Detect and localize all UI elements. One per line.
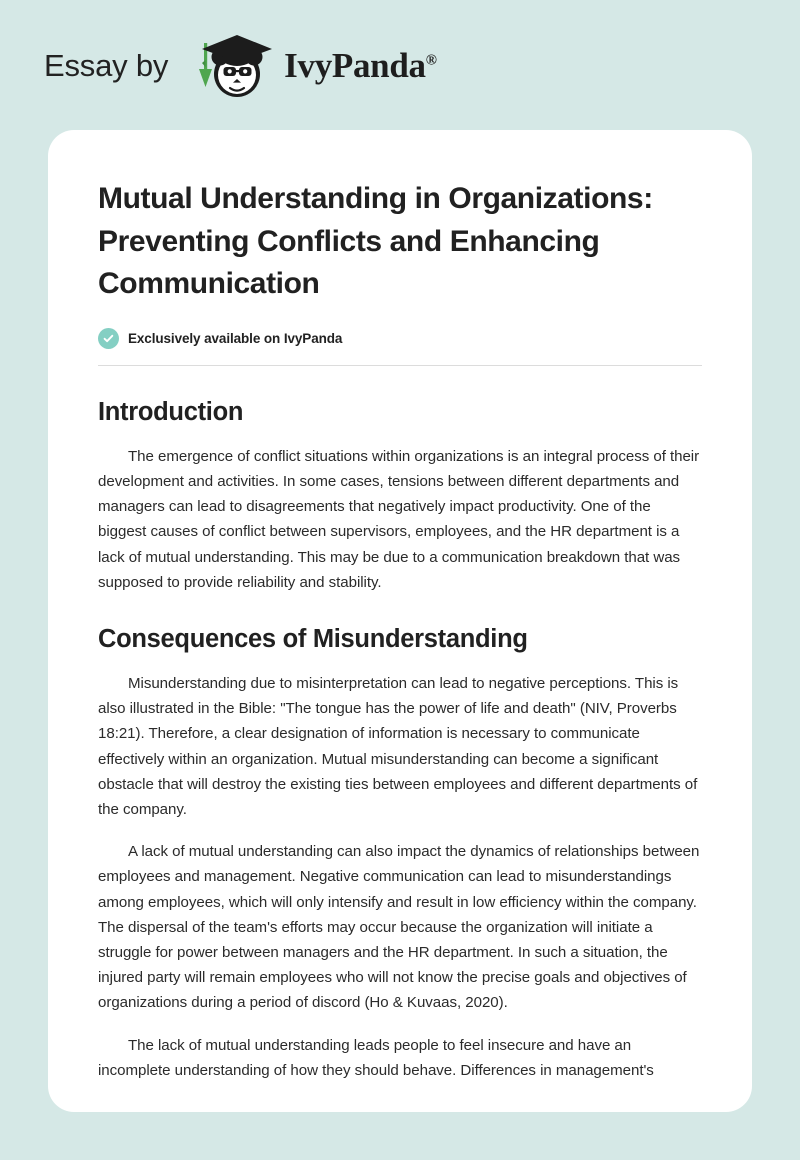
paragraph: Misunderstanding due to misinterpretation can lead to negative perceptions. This is also illustrated in the Bible: "The tongue has the power of life and death" (NIV, Proverbs 18:21). Therefore, a clear designation of information is necessary to communicate effectively within an organization. Mutual misunderstanding can become a significant obstacle that will destroy the existing ties between employees and different departments of the company. [98, 675, 698, 819]
brand-lockup[interactable] [44, 29, 437, 101]
ivypanda-panda-graduate-logo-icon [182, 29, 278, 101]
registered-trademark-symbol: ® [425, 51, 437, 68]
exclusive-availability-label: Exclusively available on IvyPanda [128, 330, 343, 346]
paragraph: A lack of mutual understanding can also impact the dynamics of relationships between employees and management. Negative communication can lead to misunderstandings among employees, which will only intensify and result in low efficiency within the company. The dispersal of the team's efforts may occur because the organization will initiate a struggle for power between managers and the HR department. In such a situation, the injured party will remain employees who will not know the precise goals and objectives of organizations during a period of discord (Ho & Kuvaas, 2020). [98, 843, 700, 1012]
wordmark-text: IvyPanda [284, 45, 426, 85]
paragraph: The emergence of conflict situations within organizations is an integral process of their development and activities. In some cases, tensions between different departments and managers can lead to disagreements that negatively impact productivity. One of the biggest causes of conflict between supervisors, employees, and the HR department is a lack of mutual understanding. This may be due to a communication breakdown that was supposed to provide reliability and stability. [98, 447, 700, 591]
site-header [0, 0, 800, 130]
header-divider [98, 365, 702, 366]
page-title: Mutual Understanding in Organizations: Preventing Conflicts and Enhancing Communication [98, 182, 653, 301]
paragraph: The lack of mutual understanding leads people to feel insecure and have an incomplete understanding of how they should behave. Differences in management's [98, 1036, 654, 1079]
exclusive-availability-badge [98, 328, 702, 349]
essay-by-label: Essay by [44, 47, 169, 83]
ivypanda-wordmark [284, 45, 437, 85]
essay-card [48, 130, 752, 1112]
section-heading-consequences: Consequences of Misunderstanding [98, 625, 528, 653]
ivypanda-logo[interactable] [182, 29, 436, 101]
section-heading-introduction: Introduction [98, 397, 244, 426]
check-circle-icon [98, 328, 119, 349]
